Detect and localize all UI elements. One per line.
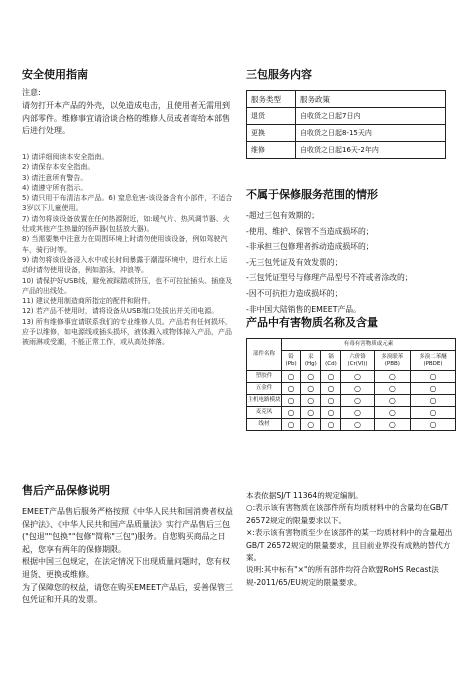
table-header: 多溴二苯醚 (PBDE) xyxy=(410,351,455,371)
table-header: 服务类型 xyxy=(247,91,296,108)
table-header: 铅 (Pb) xyxy=(282,351,301,371)
service-title: 三包服务内容 xyxy=(246,68,312,81)
table-cell: 麦克风 xyxy=(247,407,282,419)
table-row xyxy=(247,383,456,395)
table-cell: ○ xyxy=(374,419,410,431)
list-item: -使用、维护、保管不当造成损坏的； xyxy=(246,226,374,236)
table-cell: ○ xyxy=(321,395,341,407)
notice-label: 注意: xyxy=(22,88,41,97)
excluded-title: 不属于保修服务范围的情形 xyxy=(246,188,378,201)
safety-title: 安全使用指南 xyxy=(22,68,88,81)
table-cell: ○ xyxy=(282,407,301,419)
table-cell: 线材 xyxy=(247,419,282,431)
table-cell: 维修 xyxy=(247,142,296,159)
table-cell: ○ xyxy=(321,407,341,419)
list-item: 10) 请保护好USB线，避免被踩踏或挤压，也不可拉扯插头、插座及产品的出线处。 xyxy=(22,276,233,295)
table-cell: ○ xyxy=(321,371,341,383)
list-item: 13) 所有维修事宜请联系我们的专业维修人员。产品若有任何损坏，应予以维修，如电源线或插头损坏，液体溅入或物体掉入产品，产品被雨淋或受潮，不能正常工作，或从高处摔落。 xyxy=(22,317,232,347)
table-cell: ○ xyxy=(410,383,455,395)
hazard-table xyxy=(246,338,456,431)
table-cell: ○ xyxy=(301,371,321,383)
list-item: 5) 请只用干布清洁本产品。6) 窒息危害-该设备含有小部件，不适合3岁以下儿童使用。 xyxy=(22,194,233,213)
table-cell: ○ xyxy=(410,419,455,431)
hazard-title: 产品中有害物质名称及含量 xyxy=(246,316,378,329)
table-row xyxy=(247,371,456,383)
table-cell: ○ xyxy=(282,383,301,395)
table-cell: 自收货之日起8-15天内 xyxy=(296,125,446,142)
list-item: -非承担三包修理者拆动造成损坏的； xyxy=(246,242,374,252)
table-cell: ○ xyxy=(282,419,301,431)
table-row xyxy=(247,142,446,159)
table-header: 多溴联苯 (PBB) xyxy=(374,351,410,371)
list-item: 3) 请注意所有警告。 xyxy=(22,173,88,182)
table-cell: ○ xyxy=(301,419,321,431)
notice-text: 请勿打开本产品的外壳，以免造成电击，且使用者无需用到内部零件。维修事宜请洽谈合格的维修人员或者寄给本部售后进行处理。 xyxy=(22,101,230,136)
list-item: 4) 请遵守所有指示。 xyxy=(22,183,88,192)
table-header: 服务政策 xyxy=(296,91,446,108)
table-cell: ○ xyxy=(301,383,321,395)
list-item: 9) 请勿将该设备浸入水中或长时间暴露于潮湿环境中，进行水上运动时请勿使用设备，例如游泳，冲浪等。 xyxy=(22,255,228,275)
table-cell: ○ xyxy=(374,383,410,395)
list-item: -三包凭证型号与修理产品型号不符或者涂改的； xyxy=(246,273,413,283)
list-item: 8) 当需要集中注意力在周围环境上时请勿使用该设备，例如驾驶汽车，骑行时等。 xyxy=(22,235,228,254)
list-item: 12) 若产品不使用时，请将设备从USB端口处拔出并关闭电源。 xyxy=(22,307,219,316)
table-row xyxy=(247,108,446,125)
table-cell: ○ xyxy=(282,371,301,383)
table-header: 六价铬 (Cr(VI)) xyxy=(341,351,374,371)
table-cell: ○ xyxy=(321,383,341,395)
table-cell: 主机电路模块 xyxy=(247,395,282,407)
table-cell: ○ xyxy=(341,419,374,431)
table-cell: ○ xyxy=(301,395,321,407)
table-row xyxy=(247,395,456,407)
table-cell: ○ xyxy=(341,395,374,407)
hazard-note: 本表依据SJ/T 11364的规定编制。 xyxy=(246,491,363,500)
aftersales-paragraph: EMEET产品售后服务严格按照《中华人民共和国消费者权益保护法》、《中华人民共和国产品质量法》实行产品售后三包("包退""包换""包修"简称"三包")服务。自您购买商品之日起，您享有两年的保修期限。 xyxy=(22,507,233,554)
table-row xyxy=(247,419,456,431)
service-table xyxy=(246,90,446,159)
list-item: -超过三包有效期的； xyxy=(246,211,319,220)
table-row xyxy=(247,125,446,142)
table-header-row xyxy=(247,91,446,108)
table-cell: ○ xyxy=(341,407,374,419)
table-cell: ○ xyxy=(341,371,374,383)
table-cell: ○ xyxy=(410,395,455,407)
aftersales-paragraph: 为了保障您的权益，请您在购买EMEET产品后，妥善保管三包凭证和开具的发票。 xyxy=(22,582,233,605)
table-header-row xyxy=(247,339,456,351)
safety-list xyxy=(22,152,234,348)
list-item: -无三包凭证及有效发票的； xyxy=(246,257,343,267)
table-cell: ○ xyxy=(321,419,341,431)
list-item: -因不可抗拒力造成损坏的； xyxy=(246,288,343,298)
hazard-note: 说明:其中标有"×"的所有部件均符合欧盟RoHS Recast法规-2011/65/EU规定的限量要求。 xyxy=(246,565,439,587)
hazard-notes xyxy=(246,490,458,589)
table-cell: ○ xyxy=(374,407,410,419)
list-item: 11) 建议使用制造商所指定的配件和附件。 xyxy=(22,297,155,306)
table-cell: ○ xyxy=(282,395,301,407)
table-cell: ○ xyxy=(374,371,410,383)
list-item: 1) 请详细阅读本安全指南。 xyxy=(22,153,109,161)
hazard-note: ○:表示该有害物质在该部件所有均质材料中的含量均在GB/T 26572规定的限量要求以下。 xyxy=(246,503,449,525)
table-cell: 自收货之日起16天-2年内 xyxy=(296,142,446,159)
list-item: 7) 请勿将该设备放置在任何热源附近，如:暖气片、热风调节器、火灶或其他产生热量的扬声器(包括放大器)。 xyxy=(22,214,230,234)
list-item: -非中国大陆销售的EMEET产品。 xyxy=(246,304,361,314)
table-cell: ○ xyxy=(374,395,410,407)
table-header: 汞 (Hg) xyxy=(301,351,321,371)
excluded-list xyxy=(246,208,458,317)
table-cell: ○ xyxy=(341,383,374,395)
hazard-note: ×:表示该有害物质至少在该部件的某一均质材料中的含量超出GB/T 26572规定的限量要求，且目前业界没有成熟的替代方案。 xyxy=(246,528,453,563)
table-cell: 自收货之日起7日内 xyxy=(296,108,446,125)
table-cell: ○ xyxy=(410,371,455,383)
aftersales-text xyxy=(22,506,234,607)
list-item: 2) 请保存本安全指南。 xyxy=(22,163,95,172)
table-cell: 更换 xyxy=(247,125,296,142)
aftersales-title: 售后产品保修说明 xyxy=(22,484,110,497)
aftersales-paragraph: 根据中国三包规定，在法定情况下出现质量问题时，您有权退货、更换或维修。 xyxy=(22,557,230,579)
table-cell: ○ xyxy=(301,407,321,419)
table-cell: 塑胶件 xyxy=(247,371,282,383)
table-row xyxy=(247,407,456,419)
table-cell: 退货 xyxy=(247,108,296,125)
table-header: 部件名称 xyxy=(247,339,282,371)
table-header: 镉 (Cd) xyxy=(321,351,341,371)
table-header: 有毒有害物质或元素 xyxy=(282,339,456,351)
table-cell: ○ xyxy=(410,407,455,419)
table-cell: 五金件 xyxy=(247,383,282,395)
